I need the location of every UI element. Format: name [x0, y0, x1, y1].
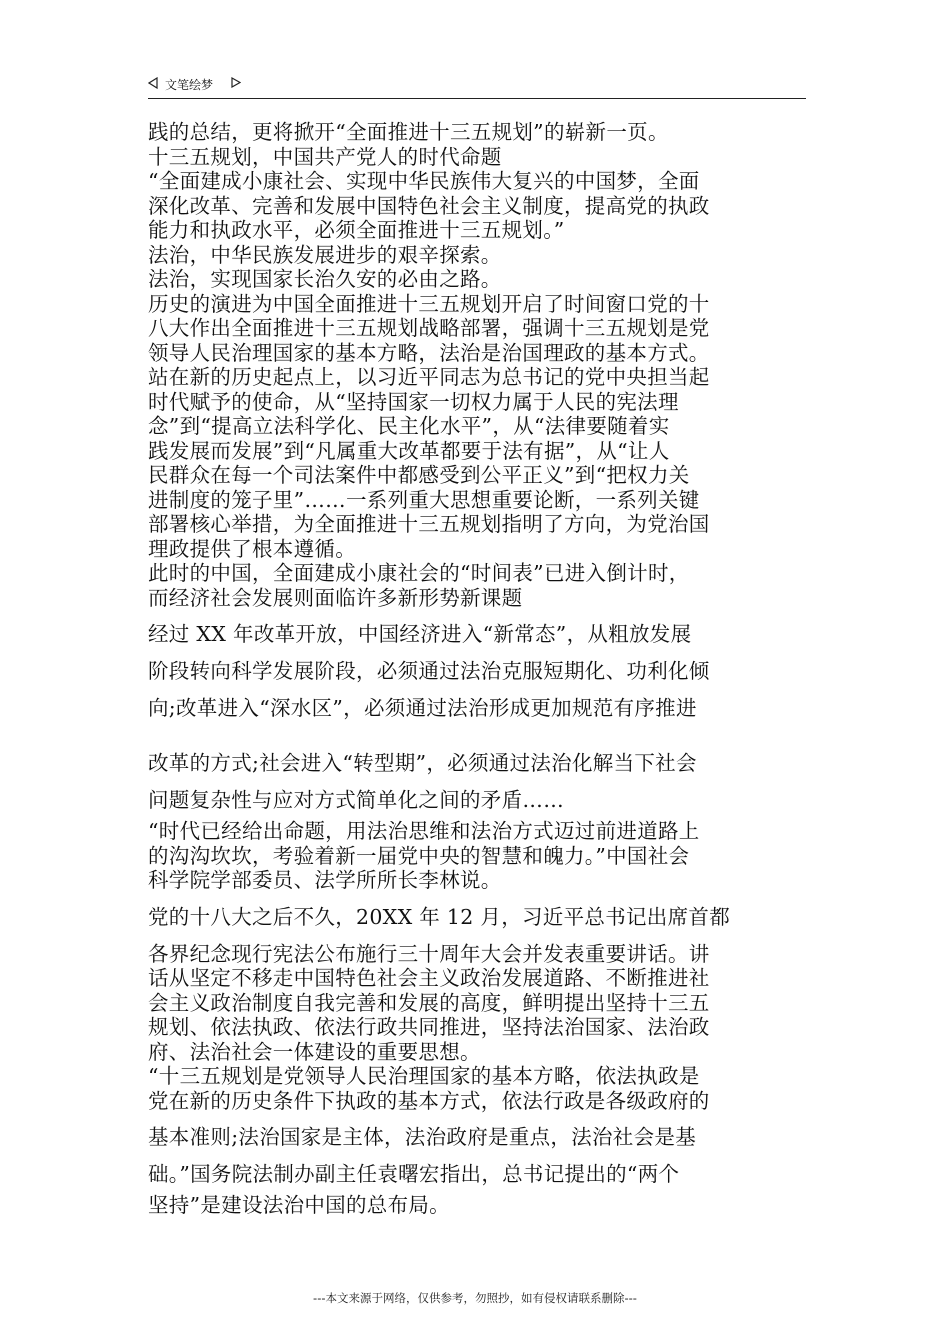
text-line: 十三五规划，中国共产党人的时代命题: [148, 144, 502, 169]
paragraph: [148, 616, 808, 727]
paragraph: [148, 243, 808, 268]
text-line: 时代赋予的使命，从“坚持国家一切权力属于人民的宪法理: [148, 389, 679, 414]
text-line: 话从坚定不移走中国特色社会主义政治发展道路、不断推进社: [148, 966, 710, 990]
text-line: 的沟沟坎坎，考验着新一届党中央的智慧和魄力。”中国社会: [148, 843, 690, 868]
paragraph: [148, 120, 808, 145]
page-footer: ---本文来源于网络，仅供参考，勿照抄，如有侵权请联系删除---: [313, 1291, 637, 1305]
document-body: [148, 120, 808, 1218]
text-line: 而经济社会发展则面临许多新形势新课题: [148, 585, 523, 610]
text-line: 部署核心举措，为全面推进十三五规划指明了方向，为党治国: [148, 512, 710, 536]
text-line: 念”到“提高立法科学化、民主化水平”，从“法律要随着实: [148, 414, 670, 438]
text-line: 此时的中国，全面建成小康社会的“时间表”已进入倒计时，: [148, 561, 690, 585]
paragraph: [148, 899, 808, 936]
text-line: 领导人民治理国家的基本方略，法治是治国理政的基本方式。: [148, 340, 710, 365]
paragraph: [148, 292, 808, 366]
paragraph: [148, 267, 808, 292]
text-line: 础。”国务院法制办副主任袁曙宏指出，总书记提出的“两个: [148, 1162, 680, 1186]
text-line: 八大作出全面推进十三五规划战略部署，强调十三五规划是党: [148, 316, 710, 340]
text-line: 会主义政治制度自我完善和发展的高度，鲜明提出坚持十三五: [148, 990, 710, 1015]
page-header: [148, 74, 806, 99]
text-line: 规划、依法执政、依法行政共同推进，坚持法治国家、法治政: [148, 1015, 710, 1039]
text-line: 能力和执政水平，必须全面推进十三五规划。”: [148, 218, 565, 242]
text-line: 党在新的历史条件下执政的基本方式，依法行政是各级政府的: [148, 1088, 710, 1113]
text-line: 法治，中华民族发展进步的艰辛探索。: [148, 242, 502, 267]
text-line: “十三五规划是党领导人民治理国家的基本方略，依法执政是: [148, 1064, 700, 1088]
text-line: 历史的演进为中国全面推进十三五规划开启了时间窗口党的十: [148, 291, 710, 316]
paragraph: [148, 1119, 808, 1193]
text-line: 站在新的历史起点上，以习近平同志为总书记的党中央担当起: [148, 365, 710, 389]
paragraph: [148, 942, 808, 1065]
quote-paragraph: [148, 819, 808, 893]
text-line: 基本准则;法治国家是主体，法治政府是重点，法治社会是基: [148, 1125, 697, 1149]
text-line: 党的十八大之后不久，20XX 年 12 月，习近平总书记出席首都: [148, 904, 731, 929]
triangle-left-icon: [148, 77, 158, 89]
text-line: 科学院学部委员、法学所所长李林说。: [148, 868, 502, 892]
quote-paragraph: [148, 1064, 808, 1113]
text-line: 践发展而发展”到“凡属重大改革都要于法有据”，从“让人: [148, 438, 670, 463]
text-line: “时代已经给出命题，用法治思维和法治方式迈过前进道路上: [148, 819, 700, 843]
quote-paragraph: [148, 169, 808, 243]
text-line: 问题复杂性与应对方式简单化之间的矛盾……: [148, 788, 564, 812]
text-line: 改革的方式;社会进入“转型期”，必须通过法治化解当下社会: [148, 751, 697, 775]
paragraph: [148, 365, 808, 561]
text-line: 民群众在每一个司法案件中都感受到公平正义”到“把权力关: [148, 463, 690, 487]
text-line: 理政提供了根本遵循。: [148, 536, 356, 561]
paragraph: [148, 561, 808, 610]
text-line: 法治，实现国家长治久安的必由之路。: [148, 267, 502, 291]
text-line: 践的总结，更将掀开“全面推进十三五规划”的崭新一页。: [148, 120, 669, 144]
section-heading: [148, 145, 808, 170]
text-line: 向;改革进入“深水区”，必须通过法治形成更加规范有序推进: [148, 696, 697, 720]
text-line: 经过 XX 年改革开放，中国经济进入“新常态”，从粗放发展: [148, 622, 692, 646]
text-line: 府、法治社会一体建设的重要思想。: [148, 1039, 481, 1064]
triangle-right-icon: [231, 77, 241, 88]
text-line: 坚持”是建设法治中国的总布局。: [148, 1193, 450, 1217]
text-line: “全面建成小康社会、实现中华民族伟大复兴的中国梦，全面: [148, 169, 700, 193]
paragraph: [148, 1193, 808, 1218]
header-brand: 文笔绘梦: [165, 78, 214, 92]
paragraph: [148, 745, 808, 819]
text-line: 进制度的笼子里”……一系列重大思想重要论断，一系列关键: [148, 487, 700, 512]
text-line: 深化改革、完善和发展中国特色社会主义制度，提高党的执政: [148, 193, 710, 218]
text-line: 各界纪念现行宪法公布施行三十周年大会并发表重要讲话。讲: [148, 941, 710, 966]
text-line: 阶段转向科学发展阶段，必须通过法治克服短期化、功利化倾: [148, 659, 710, 683]
